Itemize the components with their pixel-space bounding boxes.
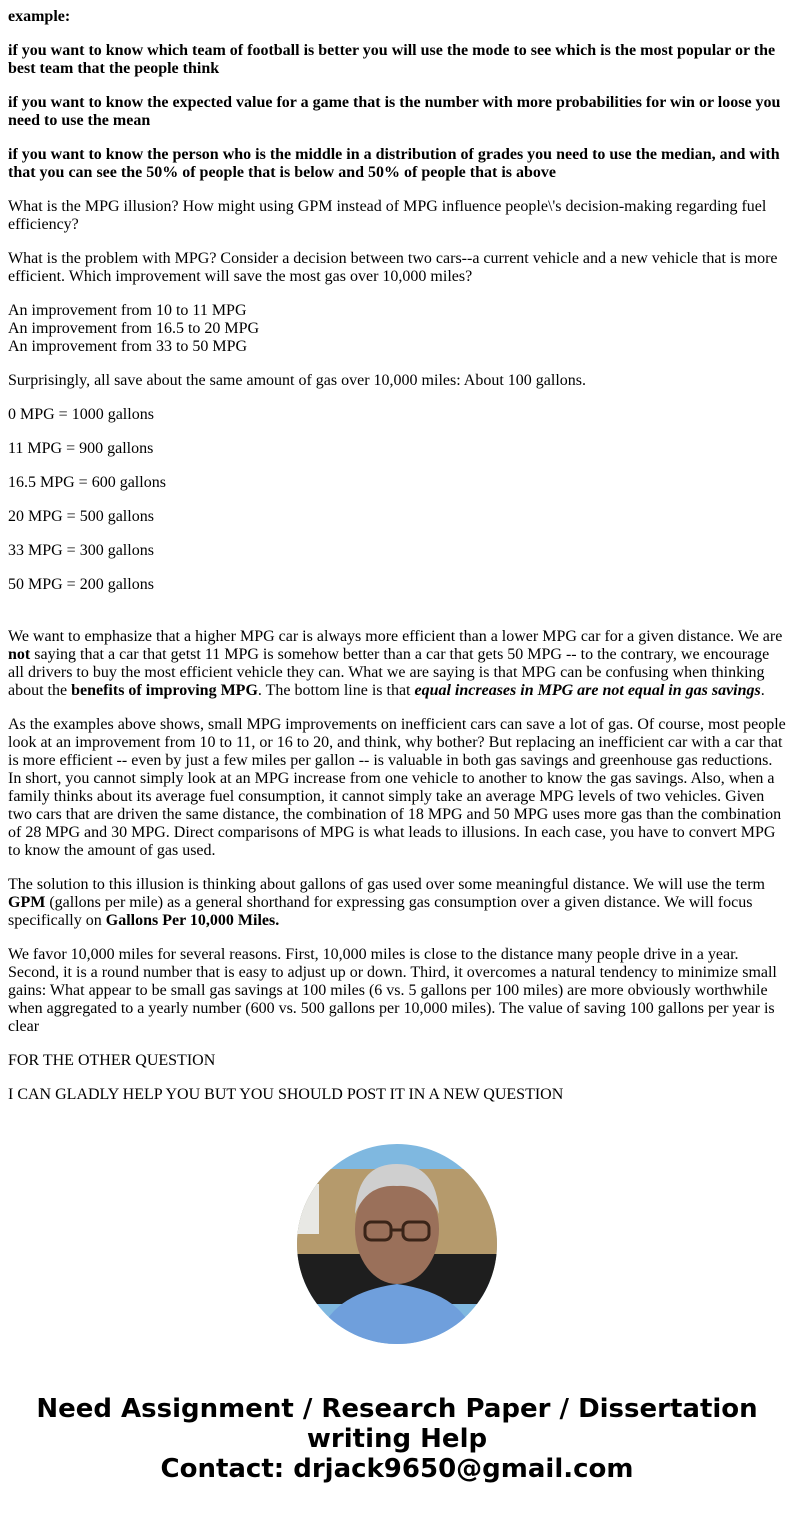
problem-paragraph: What is the problem with MPG? Consider a decision between two cars--a current vehicle and a new vehicle that is more efficient. Which improvement will save the most gas over 10,000 miles? <box>8 250 778 285</box>
bold-text: GPM <box>8 894 46 911</box>
text: . <box>760 682 765 699</box>
gallons-item: 50 MPG = 200 gallons <box>8 576 154 593</box>
examples-paragraph: As the examples above shows, small MPG improvements on inefficient cars can save a lot of gas. Of course, most people look at an improvement from 10 to 11, or 16 to 20, and think, why bother? But replacing an inefficient car with a car that is more efficient -- even by just a few miles per gallon -- is valuable in both gas savings and greenhouse gas reductions. In short, you cannot simply look at an MPG increase from one vehicle to another to know the gas savings. Also, when a family thinks about its average fuel consumption, it cannot simply take an average MPG levels of two vehicles. Given two cars that are driven the same distance, the combination of 18 MPG and 50 MPG uses more gas than the combination of 28 MPG and 30 MPG. Direct comparisons of MPG is what leads to illusions. In each case, you have to convert MPG to know the amount of gas used. <box>8 716 786 859</box>
help-text: I CAN GLADLY HELP YOU BUT YOU SHOULD POST IT IN A NEW QUESTION <box>8 1086 564 1103</box>
improvements-list <box>8 302 786 356</box>
bold-italic-text: equal increases in MPG are not equal in gas savings <box>414 682 761 699</box>
spacer <box>8 610 786 628</box>
other-question: FOR THE OTHER QUESTION <box>8 1052 216 1069</box>
footer-banner <box>8 1394 786 1484</box>
gallons-item: 20 MPG = 500 gallons <box>8 508 154 525</box>
median-paragraph: if you want to know the person who is the middle in a distribution of grades you need to use the median, and with that you can see the 50% of people that is below and 50% of people that is above <box>8 146 780 181</box>
text: . The bottom line is that <box>257 682 415 699</box>
question-paragraph: What is the MPG illusion? How might using GPM instead of MPG influence people\'s decision-making regarding fuel efficiency? <box>8 198 767 233</box>
bold-text: benefits of improving MPG <box>71 682 258 699</box>
gallons-item: 33 MPG = 300 gallons <box>8 542 154 559</box>
avatar <box>297 1144 497 1344</box>
text: We want to emphasize that a higher MPG car is always more efficient than a lower MPG car for a given distance. We are <box>8 628 783 645</box>
example-heading: example: <box>8 8 71 25</box>
bold-text: Gallons Per 10,000 Miles. <box>105 912 280 929</box>
avatar-container <box>8 1144 786 1344</box>
portrait-image <box>297 1144 497 1344</box>
gallons-item: 0 MPG = 1000 gallons <box>8 406 154 423</box>
footer-help-text: Need Assignment / Research Paper / Dissertation writing Help <box>36 1394 758 1454</box>
footer-contact[interactable]: Contact: drjack9650@gmail.com <box>160 1454 634 1484</box>
text: (gallons per mile) as a general shorthand for expressing gas consumption over a given distance. We will focus specifically on <box>8 894 753 929</box>
mode-paragraph: if you want to know which team of football is better you will use the mode to see which is the most popular or the best team that the people think <box>8 42 776 77</box>
bold-text: not <box>8 646 31 663</box>
improvement-item: An improvement from 33 to 50 MPG <box>8 338 248 355</box>
improvement-item: An improvement from 16.5 to 20 MPG <box>8 320 260 337</box>
mean-paragraph: if you want to know the expected value for a game that is the number with more probabilities for win or loose you need to use the mean <box>8 94 781 129</box>
favor-paragraph: We favor 10,000 miles for several reasons. First, 10,000 miles is close to the distance many people drive in a year. Second, it is a round number that is easy to adjust up or down. Third, it overcomes a natural tendency to minimize small gains: What appear to be small gas savings at 100 miles (6 vs. 5 gallons per 100 miles) are more obviously worthwhile when aggregated to a yearly number (600 vs. 500 gallons per 10,000 miles). The value of saving 100 gallons per year is clear <box>8 946 777 1035</box>
gallons-item: 16.5 MPG = 600 gallons <box>8 474 166 491</box>
emphasize-paragraph <box>8 628 786 700</box>
solution-paragraph <box>8 876 786 930</box>
surprising-paragraph: Surprisingly, all save about the same amount of gas over 10,000 miles: About 100 gallons. <box>8 372 586 389</box>
text: The solution to this illusion is thinking about gallons of gas used over some meaningful distance. We will use the term <box>8 876 765 893</box>
gallons-item: 11 MPG = 900 gallons <box>8 440 154 457</box>
improvement-item: An improvement from 10 to 11 MPG <box>8 302 247 319</box>
text: saying that a car that getst 11 MPG is somehow better than a car that gets 50 MPG -- to the contrary, we encourage all drivers to buy the most efficient vehicle they can. What we are saying is that MPG can be confusing when thinking about the <box>8 646 770 699</box>
